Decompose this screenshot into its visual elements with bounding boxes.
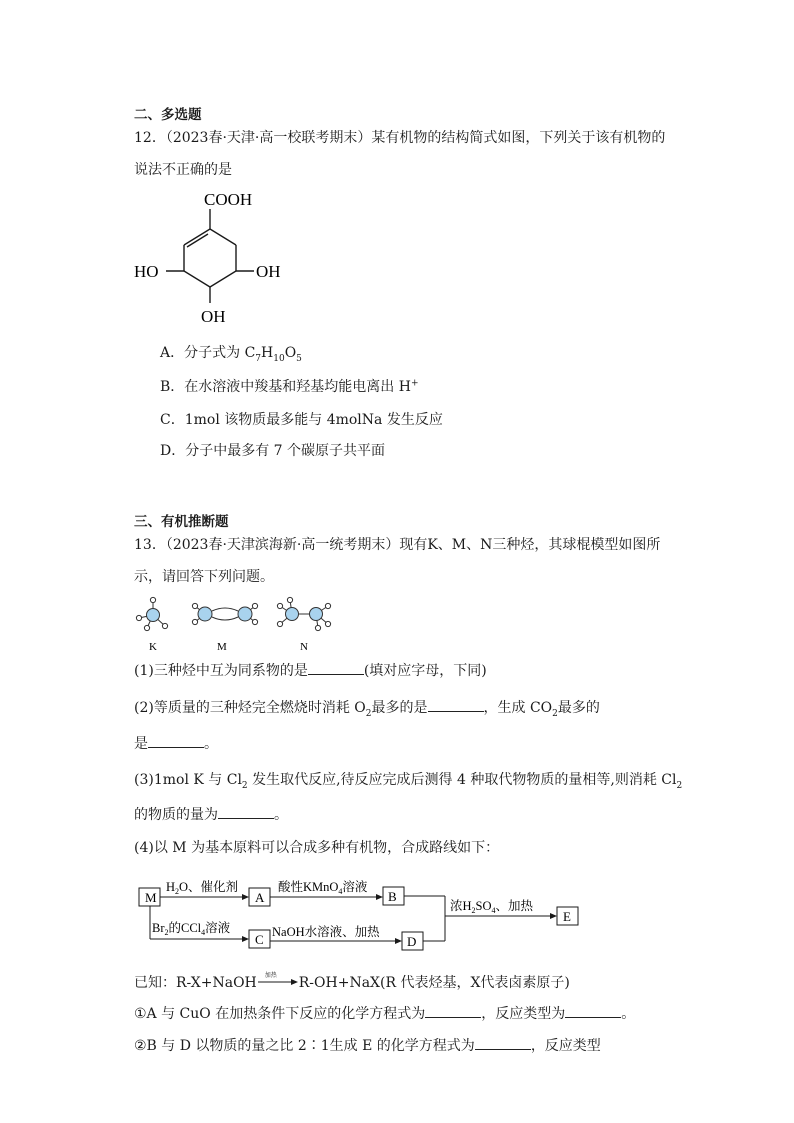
condition-1: $H_2O$、催化剂	[166, 880, 239, 896]
q12-stem-line2: 说法不正确的是	[134, 162, 232, 178]
condition-3: $Br_2$的CCl$_4$溶液	[152, 921, 231, 937]
q13-part4: (4)以 M 为基本原料可以合成多种有机物，合成路线如下：	[134, 840, 500, 856]
box-e: E	[563, 909, 571, 924]
synthesis-route-diagram	[130, 866, 590, 956]
structure-diagram	[130, 185, 300, 330]
model-label-k: K	[149, 641, 157, 653]
q13-part2-line2: 是 。	[134, 733, 218, 754]
answer-blank[interactable]	[428, 697, 484, 712]
cooh-label: COOH	[204, 190, 253, 209]
ball-stick-models	[130, 592, 350, 654]
section-title-organic-inference: 三、有机推断题	[134, 514, 229, 530]
q13-stem-line2: 示，请回答下列问题。	[134, 569, 274, 585]
answer-blank[interactable]	[148, 733, 204, 748]
option-c: C．1mol 该物质最多能与 4molNa 发生反应	[160, 412, 443, 428]
option-a: A．分子式为 $C_7H_{10}O_5$	[160, 345, 302, 364]
model-label-m: M	[217, 641, 227, 653]
option-b: B．在水溶液中羧基和羟基均能电离出 H+	[160, 378, 419, 395]
option-d: D．分子中最多有 7 个碳原子共平面	[160, 443, 386, 459]
answer-blank[interactable]	[308, 660, 364, 675]
q13-part3-line2: 的物质的量为 。	[134, 804, 288, 825]
section-title-multiple-choice: 二、多选题	[134, 107, 202, 123]
ho-label: HO	[134, 262, 159, 281]
q13-part3-line1: (3)1mol K 与 $Cl_2$ 发生取代反应,待反应完成后测得 4 种取代物物质的量相等,则消耗 $Cl_2$	[134, 772, 683, 791]
oh-bottom-label: OH	[201, 307, 226, 326]
q13-part4-sub1: ①A 与 CuO 在加热条件下反应的化学方程式为 ，反应类型为 。	[134, 1003, 635, 1024]
answer-blank[interactable]	[425, 1003, 481, 1018]
q13-stem-line1: 13．（2023春·天津滨海新·高一统考期末）现有K、M、N三种烃，其球棍模型如图所	[134, 537, 661, 553]
box-a: A	[255, 890, 265, 905]
reaction-arrow: 加热	[257, 973, 299, 987]
answer-blank[interactable]	[218, 804, 274, 819]
box-c: C	[255, 932, 264, 947]
q12-stem-line1: 12．（2023春·天津·高一校联考期末）某有机物的结构简式如图，下列关于该有机物的	[134, 130, 666, 146]
box-d: D	[407, 934, 417, 949]
condition-2: 酸性KMnO$_4$溶液	[278, 880, 368, 896]
q13-part4-sub2: ②B 与 D 以物质的量之比 2∶1生成 E 的化学方程式为 ，反应类型	[134, 1035, 601, 1056]
known-reaction: 已知：R-X+NaOH 加热 R-OH+NaX(R 代表烃基，X代表卤素原子)	[134, 972, 570, 991]
q13-part1: (1)三种烃中互为同系物的是 (填对应字母，下同)	[134, 660, 487, 681]
box-b: B	[388, 889, 397, 904]
oh-right-label: OH	[256, 262, 281, 281]
condition-4: NaOH水溶液、加热	[272, 925, 380, 939]
answer-blank[interactable]	[475, 1035, 531, 1050]
q13-part2-line1: (2)等质量的三种烃完全燃烧时消耗 $O_2$最多的是 ，生成 $CO_2$最多的	[134, 697, 600, 718]
answer-blank[interactable]	[565, 1003, 621, 1018]
box-m: M	[145, 890, 157, 905]
model-label-n: N	[300, 641, 308, 653]
condition-5: 浓$H_2SO_4$、加热	[450, 899, 534, 915]
